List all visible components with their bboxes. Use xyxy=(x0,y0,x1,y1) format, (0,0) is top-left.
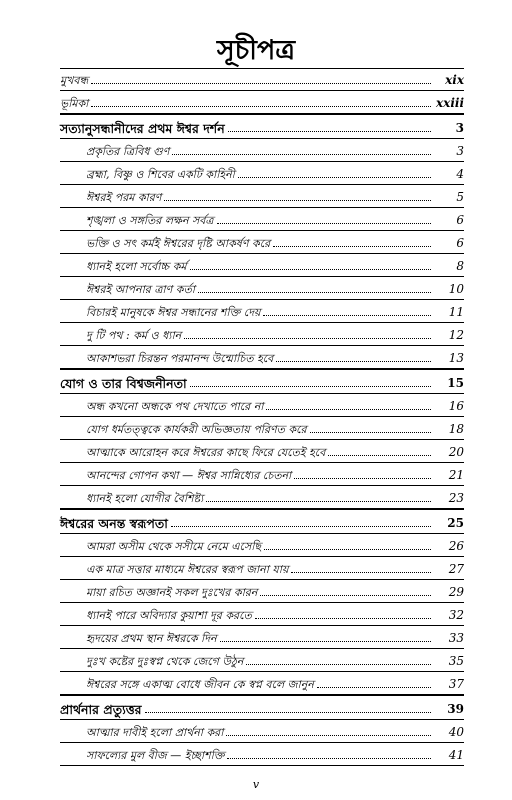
toc-entry-title: ধ্যানই হলো যোগীর বৈশিষ্ট্য xyxy=(86,492,204,505)
toc-chapter-row xyxy=(60,509,464,534)
toc-entry-title: ঈশ্বরই আপনার ত্রাণ কর্তা xyxy=(86,283,195,296)
toc-page-number: 26 xyxy=(448,539,464,553)
toc-page-number: 39 xyxy=(447,702,464,716)
toc-section-row xyxy=(60,649,464,672)
dot-leader xyxy=(310,432,431,433)
dot-leader xyxy=(226,735,431,736)
dot-leader xyxy=(145,712,431,713)
page-title: সূচীপত্র xyxy=(216,35,296,66)
toc-entry-title: আত্মাকে আরোহন করে ঈশ্বরের কাছে ফিরে যেতেই হবে xyxy=(86,446,326,459)
toc-chapter-row xyxy=(60,114,464,139)
toc-section-row xyxy=(60,323,464,346)
toc-page-number: 32 xyxy=(448,608,464,622)
dot-leader xyxy=(190,386,431,387)
toc-entry-title: ধ্যানই পারে অবিদ্যার কুয়াশা দূর করতে xyxy=(86,609,252,622)
dot-leader xyxy=(171,526,431,527)
toc-section-row xyxy=(60,394,464,417)
toc-entry-title: বিচারই মানুষকে ঈশ্বর সন্ধানের শক্তি দেয় xyxy=(86,306,261,319)
toc-page-number: 3 xyxy=(455,121,464,135)
toc-entry-title: আমরা অসীম থেকে সসীমে নেমে এসেছি xyxy=(86,540,262,553)
toc-entry-title: এক মাত্র সত্তার মাধ্যমে ঈশ্বরের স্বরূপ জানা যায় xyxy=(86,563,289,576)
toc-page-number: 6 xyxy=(456,213,464,227)
toc-page-number: 20 xyxy=(448,445,464,459)
dot-leader xyxy=(206,501,431,502)
toc-entry-title: অন্ধ কখনো অন্ধকে পথ দেখাতে পারে না xyxy=(86,400,264,413)
toc-section-row xyxy=(60,557,464,580)
dot-leader xyxy=(91,106,431,107)
toc-entry-title: ভূমিকা xyxy=(60,97,89,110)
dot-leader xyxy=(291,572,431,573)
toc-page-number: 25 xyxy=(447,516,464,530)
toc-section-row xyxy=(60,162,464,185)
toc-page-number: 16 xyxy=(448,399,464,413)
toc-page-number: 5 xyxy=(456,190,464,204)
dot-leader xyxy=(317,687,431,688)
toc-section-row xyxy=(60,743,464,766)
dot-leader xyxy=(184,338,431,339)
toc-page-number: xxiii xyxy=(436,96,464,110)
dot-leader xyxy=(255,618,431,619)
toc-page-number: 4 xyxy=(456,167,464,181)
toc-entry-title: ব্রহ্মা, বিষ্ণু ও শিবের একটি কাহিনী xyxy=(86,168,235,181)
dot-leader xyxy=(227,758,431,759)
toc-page-number: 6 xyxy=(456,236,464,250)
toc-section-row xyxy=(60,231,464,254)
toc-entry-title: সত্যানুসন্ধানীদের প্রথম ঈশ্বর দর্শন xyxy=(60,121,225,136)
toc-entry-title: ঈশ্বরের অনন্ত স্বরূপতা xyxy=(60,516,168,531)
toc-page-number: 21 xyxy=(448,468,464,482)
toc-page-number: 40 xyxy=(448,725,464,739)
toc-section-row xyxy=(60,603,464,626)
toc-entry-title: ঈশ্বরের সঙ্গে একাত্ম বোধে জীবন কে স্বপ্ন বলে জানুন xyxy=(86,678,314,691)
dot-leader xyxy=(328,455,431,456)
toc-entry-title: দু টি পথ : কর্ম ও ধ্যান xyxy=(86,329,182,342)
toc-chapter-row xyxy=(60,369,464,394)
dot-leader xyxy=(246,664,431,665)
toc-page-number: 35 xyxy=(448,654,464,668)
toc-section-row xyxy=(60,720,464,743)
dot-leader xyxy=(263,315,431,316)
toc-page-number: 10 xyxy=(448,282,464,296)
toc-entry-title: ঈশ্বরই পরম কারণ xyxy=(86,191,162,204)
toc-section-row xyxy=(60,346,464,369)
toc-front-row xyxy=(60,91,464,114)
toc-section-row xyxy=(60,580,464,603)
dot-leader xyxy=(217,223,432,224)
toc-entry-title: দুঃখ কষ্টের দুঃস্বপ্ন থেকে জেগে উঠুন xyxy=(86,655,244,668)
toc-section-row xyxy=(60,208,464,231)
toc-section-row xyxy=(60,672,464,695)
toc-section-row xyxy=(60,534,464,557)
dot-leader xyxy=(266,409,431,410)
toc-entry-title: মুখবন্ধ xyxy=(60,74,89,87)
dot-leader xyxy=(91,83,431,84)
toc-page-number: 41 xyxy=(448,748,464,762)
dot-leader xyxy=(238,177,431,178)
toc-entry-title: প্রকৃতির ত্রিবিধ গুণ xyxy=(86,145,170,158)
toc-page-number: 23 xyxy=(448,491,464,505)
dot-leader xyxy=(228,131,431,132)
toc-chapter-row xyxy=(60,695,464,720)
toc-section-row xyxy=(60,254,464,277)
toc-page-number: 29 xyxy=(448,585,464,599)
dot-leader xyxy=(294,478,431,479)
dot-leader xyxy=(260,595,431,596)
toc-entry-title: আকাশভরা চিরন্তন পরমানন্দ উন্মোচিত হবে xyxy=(86,352,274,365)
toc-entry-title: আত্মার দাবীই হলো প্রার্থনা করা xyxy=(86,726,224,739)
toc-entry-title: প্রার্থনার প্রত্যুত্তর xyxy=(60,702,142,717)
toc-entry-title: শৃঙ্খলা ও সঙ্গতির লক্ষন সর্বত্র xyxy=(86,214,214,227)
dot-leader xyxy=(276,361,431,362)
toc-page-number: xix xyxy=(445,73,464,87)
dot-leader xyxy=(198,292,431,293)
toc-page-number: 12 xyxy=(448,328,464,342)
toc-section-row xyxy=(60,486,464,509)
toc-entry-title: সাফল্যের মুল বীজ — ইচ্ছাশক্তি xyxy=(86,749,225,762)
toc-entry-title: মায়া রচিত অজ্ঞানই সকল দুঃখের কারন xyxy=(86,586,258,599)
dot-leader xyxy=(164,200,431,201)
toc-section-row xyxy=(60,185,464,208)
toc-section-row xyxy=(60,277,464,300)
toc-page-number: 37 xyxy=(448,677,464,691)
toc-section-row xyxy=(60,139,464,162)
toc-section-row xyxy=(60,463,464,486)
toc-page-number: 13 xyxy=(448,351,464,365)
toc-page-number: 8 xyxy=(456,259,464,273)
toc-page-number: 33 xyxy=(448,631,464,645)
dot-leader xyxy=(220,641,431,642)
toc-entry-title: ভক্তি ও সৎ কর্মই ঈশ্বরের দৃষ্টি আকর্ষণ করে xyxy=(86,237,271,250)
dot-leader xyxy=(273,246,431,247)
dot-leader xyxy=(190,269,431,270)
toc-entry-title: যোগ ও তার বিশ্বজনীনতা xyxy=(60,376,187,391)
toc-section-row xyxy=(60,300,464,323)
page-number: v xyxy=(252,778,260,791)
toc-front-row xyxy=(60,68,464,91)
dot-leader xyxy=(172,154,431,155)
toc-entry-title: আনন্দের গোপন কথা — ঈশ্বর সান্নিধ্যের চেতনা xyxy=(86,469,292,482)
toc-section-row xyxy=(60,417,464,440)
toc-page-number: 27 xyxy=(448,562,464,576)
toc-page-number: 3 xyxy=(456,144,464,158)
toc-page-number: 18 xyxy=(448,422,464,436)
toc-page-number: 15 xyxy=(447,376,464,390)
dot-leader xyxy=(264,549,431,550)
toc-entry-title: যোগ ধর্মতত্ত্বকে কার্যকরী অভিজ্ঞতায় পরিণত করে xyxy=(86,423,307,436)
toc-entry-title: ধ্যানই হলো সর্বোচ্চ কর্ম xyxy=(86,260,187,273)
table-of-contents xyxy=(60,68,464,766)
toc-section-row xyxy=(60,440,464,463)
toc-entry-title: হৃদয়ের প্রথম স্থান ঈশ্বরকে দিন xyxy=(86,632,217,645)
toc-section-row xyxy=(60,626,464,649)
toc-page-number: 11 xyxy=(448,305,464,319)
